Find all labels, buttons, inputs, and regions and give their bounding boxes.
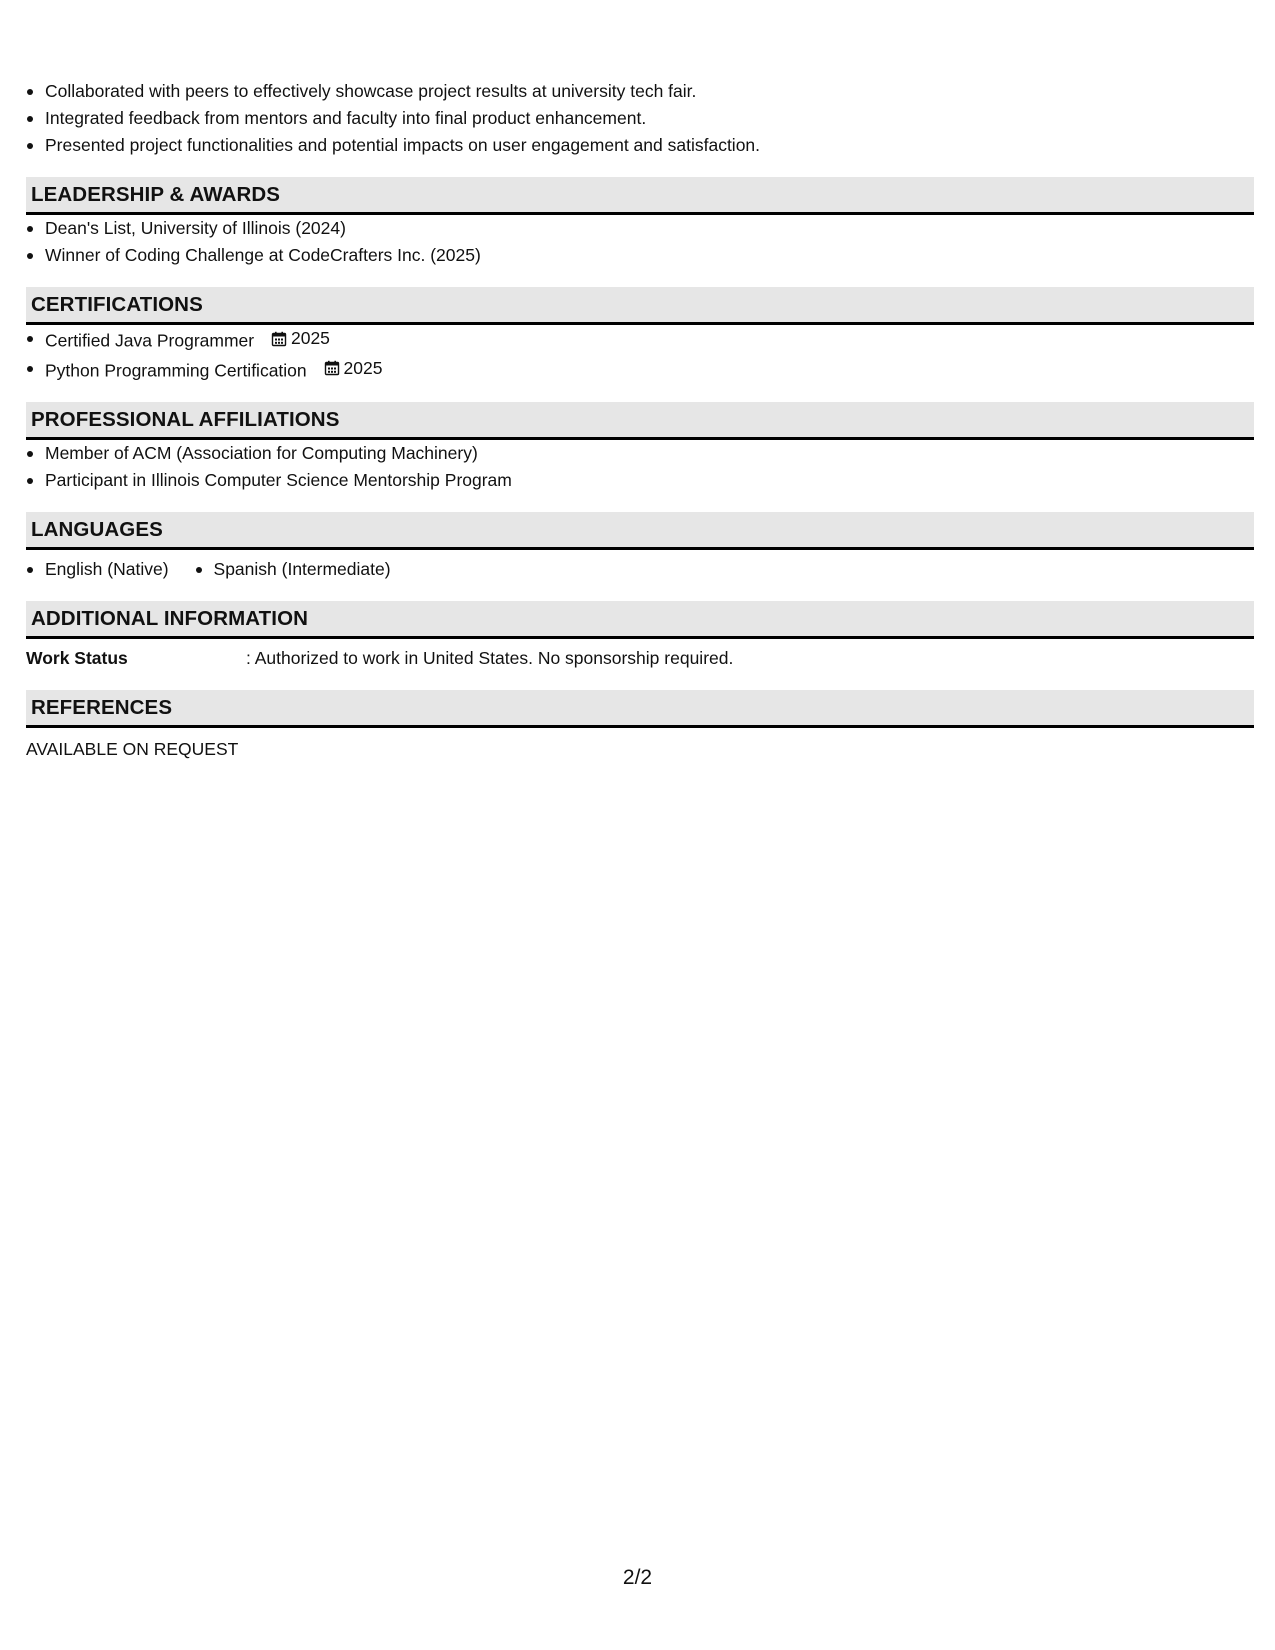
list-item: Participant in Illinois Computer Science Mentorship Program	[44, 467, 1254, 494]
page-number: 2/2	[622, 1566, 653, 1589]
list-item: Collaborated with peers to effectively showcase project results at university tech fair.	[44, 78, 1254, 105]
certification-name: Certified Java Programmer	[45, 330, 255, 351]
list-item: Presented project functionalities and potential impacts on user engagement and satisfaction.	[44, 132, 1254, 159]
affiliations-list	[26, 440, 1254, 494]
certification-date: 2025	[343, 357, 383, 378]
certification-name: Python Programming Certification	[45, 360, 307, 380]
section-header-affiliations: PROFESSIONAL AFFILIATIONS	[26, 402, 1254, 440]
list-item: Dean's List, University of Illinois (2024)	[44, 215, 1254, 242]
section-header-additional-information: ADDITIONAL INFORMATION	[26, 601, 1254, 639]
language-item: English (Native)	[44, 556, 169, 583]
section-header-leadership: LEADERSHIP & AWARDS	[26, 177, 1254, 215]
work-status-value: : Authorized to work in United States. No sponsorship required.	[246, 648, 734, 668]
resume-page	[26, 78, 1254, 763]
certification-date: 2025	[290, 328, 330, 348]
project-bullet-list	[26, 78, 1254, 159]
certification-item	[44, 355, 1254, 385]
leadership-list	[26, 215, 1254, 269]
section-header-certifications: CERTIFICATIONS	[26, 287, 1254, 325]
calendar-icon	[324, 360, 340, 376]
section-header-languages: LANGUAGES	[26, 512, 1254, 550]
certification-item	[44, 325, 1254, 355]
work-status-label: Work Status	[26, 648, 128, 668]
language-item: Spanish (Intermediate)	[213, 556, 391, 583]
languages-list	[26, 556, 1254, 583]
list-item: Member of ACM (Association for Computing Machinery)	[44, 440, 1254, 467]
list-item: Winner of Coding Challenge at CodeCrafters Inc. (2025)	[44, 242, 1254, 269]
list-item: Integrated feedback from mentors and faculty into final product enhancement.	[44, 105, 1254, 132]
certifications-list	[26, 325, 1254, 384]
work-status-row	[26, 645, 1254, 672]
references-text: AVAILABLE ON REQUEST	[26, 739, 239, 759]
section-header-references: REFERENCES	[26, 690, 1254, 728]
calendar-icon	[271, 331, 287, 347]
